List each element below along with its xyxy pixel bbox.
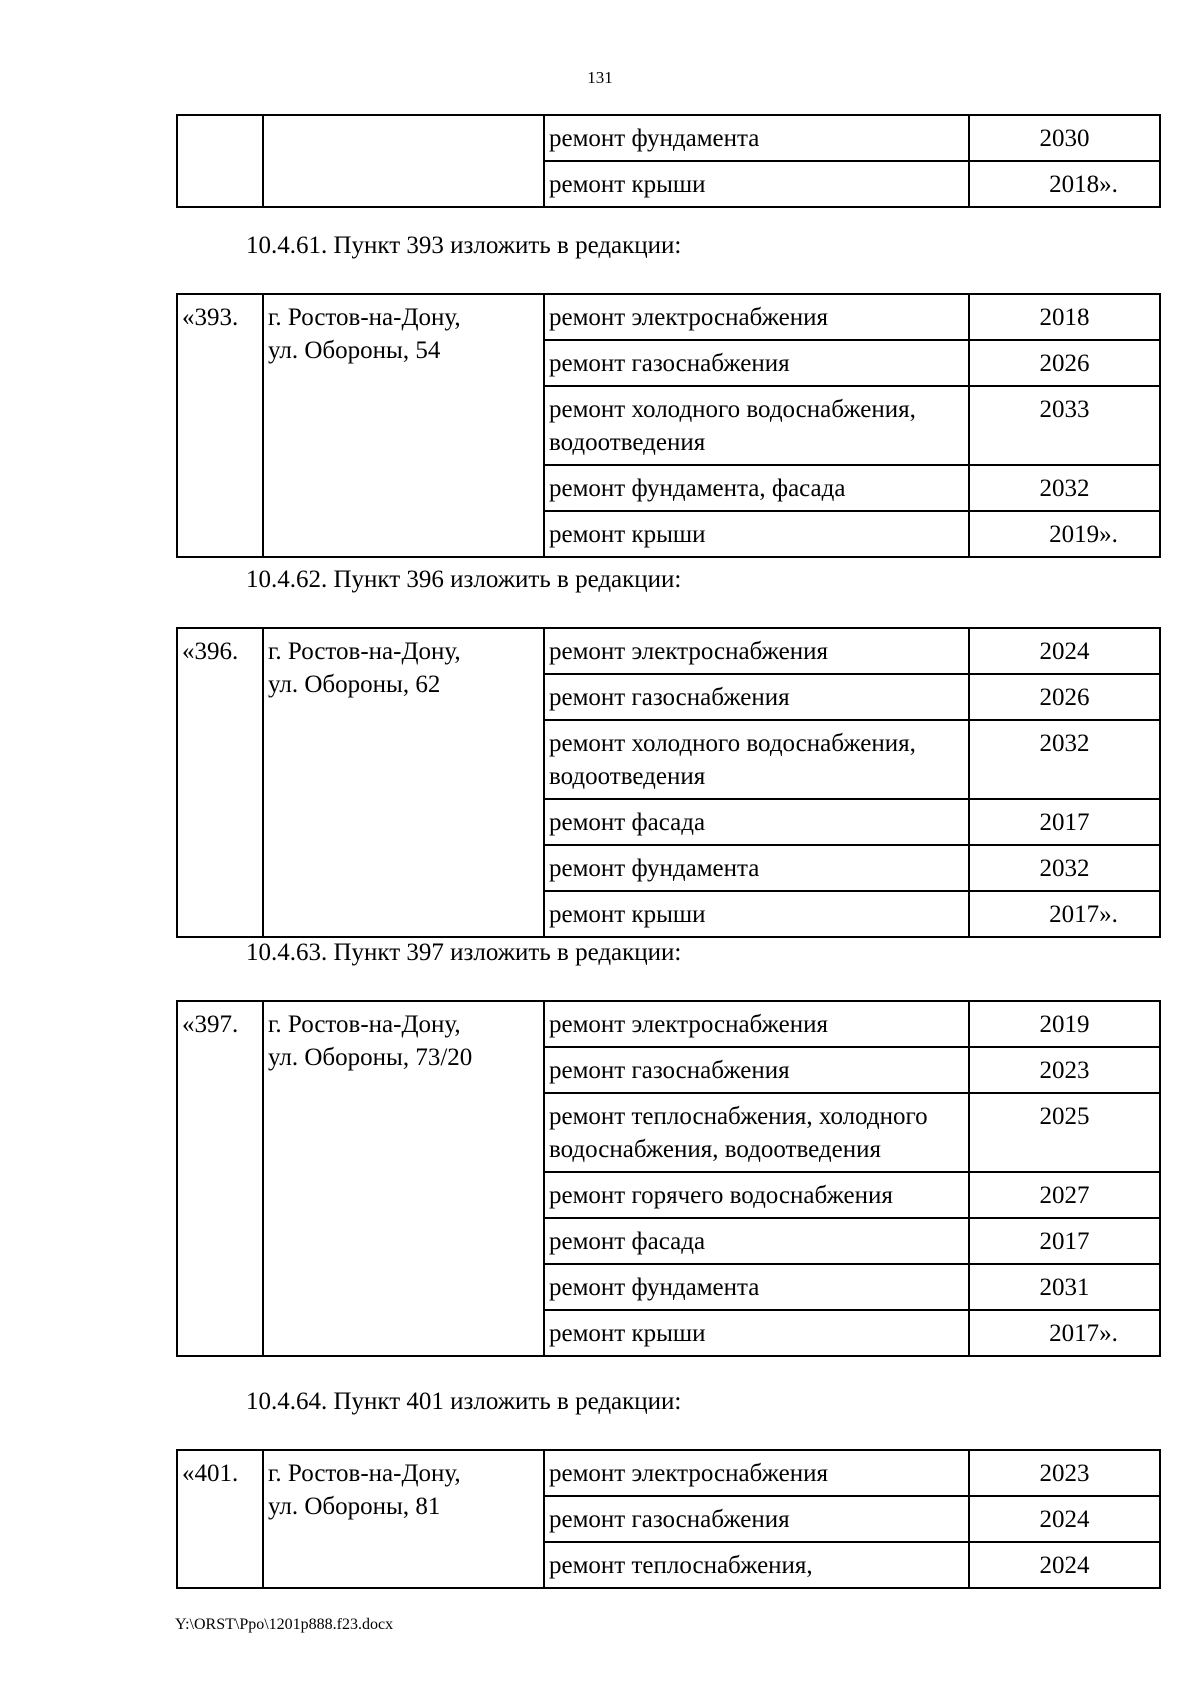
- page-number: 131: [587, 68, 613, 87]
- work-cell: ремонт фундамента: [544, 115, 969, 161]
- work-cell: ремонт электроснабжения: [544, 628, 969, 674]
- address-cell: [263, 1450, 544, 1588]
- work-cell: ремонт газоснабжения: [544, 1496, 969, 1542]
- year-cell: [969, 386, 1160, 465]
- work-cell: ремонт горячего водоснабжения: [544, 1172, 969, 1218]
- section-heading: 10.4.63. Пункт 397 изложить в редакции:: [246, 939, 682, 966]
- number-cell: [177, 115, 263, 207]
- year-value: 2024: [1039, 1506, 1090, 1533]
- year-cell: [969, 465, 1160, 511]
- table-row: [177, 1001, 1160, 1047]
- table-row: [177, 115, 1160, 161]
- section-heading: 10.4.61. Пункт 393 изложить в редакции:: [246, 232, 682, 259]
- year-value: 2023: [1039, 1460, 1090, 1487]
- year-value: 2026: [1039, 684, 1090, 711]
- year-value: 2032: [1039, 730, 1090, 757]
- year-cell: [969, 1218, 1160, 1264]
- section-heading: 10.4.62. Пункт 396 изложить в редакции:: [246, 566, 682, 593]
- year-cell: [969, 1172, 1160, 1218]
- footer-file-path: Y:\ORST\Ppo\1201p888.f23.docx: [175, 1616, 394, 1633]
- work-cell: ремонт крыши: [544, 1310, 969, 1356]
- table-row: [177, 628, 1160, 674]
- work-cell: ремонт газоснабжения: [544, 674, 969, 720]
- work-cell: ремонт фундамента: [544, 845, 969, 891]
- item-number: «396.: [177, 628, 263, 937]
- year-cell: [969, 674, 1160, 720]
- year-cell: [969, 628, 1160, 674]
- year-cell: [969, 1496, 1160, 1542]
- address-city: г. Ростов-на-Дону,: [268, 638, 461, 665]
- year-cell: [969, 1093, 1160, 1172]
- year-value: 2017: [1039, 1228, 1090, 1255]
- address-cell: [263, 1001, 544, 1356]
- work-cell: ремонт теплоснабжения,: [544, 1542, 969, 1588]
- year-cell: [969, 161, 1160, 207]
- year-value: 2019».: [1049, 521, 1118, 548]
- address-cell: [263, 294, 544, 557]
- year-value: 2017».: [1049, 1320, 1118, 1347]
- year-value: 2032: [1039, 855, 1090, 882]
- work-cell: ремонт крыши: [544, 161, 969, 207]
- address-street: ул. Обороны, 54: [268, 337, 441, 364]
- year-value: 2033: [1039, 396, 1090, 423]
- year-value: 2018».: [1049, 171, 1118, 198]
- item-table-401: [176, 1449, 1161, 1589]
- work-cell: ремонт фасада: [544, 1218, 969, 1264]
- year-value: 2030: [1039, 125, 1090, 152]
- item-number: «401.: [177, 1450, 263, 1588]
- address-city: г. Ростов-на-Дону,: [268, 1011, 461, 1038]
- work-cell: ремонт электроснабжения: [544, 1001, 969, 1047]
- address-city: г. Ростов-на-Дону,: [268, 304, 461, 331]
- year-cell: [969, 294, 1160, 340]
- table-row: [177, 1450, 1160, 1496]
- year-cell: [969, 799, 1160, 845]
- year-cell: [969, 845, 1160, 891]
- work-cell: ремонт газоснабжения: [544, 340, 969, 386]
- year-cell: [969, 340, 1160, 386]
- address-street: ул. Обороны, 62: [268, 671, 441, 698]
- work-cell: ремонт крыши: [544, 511, 969, 557]
- address-street: ул. Обороны, 81: [268, 1493, 441, 1520]
- item-number: «393.: [177, 294, 263, 557]
- year-value: 2024: [1039, 1552, 1090, 1579]
- year-value: 2017».: [1049, 901, 1118, 928]
- address-city: г. Ростов-на-Дону,: [268, 1460, 461, 1487]
- year-cell: [969, 1047, 1160, 1093]
- work-cell: ремонт фундамента, фасада: [544, 465, 969, 511]
- year-cell: [969, 1310, 1160, 1356]
- year-value: 2032: [1039, 475, 1090, 502]
- work-cell: ремонт фундамента: [544, 1264, 969, 1310]
- year-cell: [969, 1542, 1160, 1588]
- year-value: 2031: [1039, 1274, 1090, 1301]
- year-cell: [969, 720, 1160, 799]
- year-cell: [969, 115, 1160, 161]
- year-value: 2018: [1039, 304, 1090, 331]
- work-cell: ремонт холодного водоснабжения, водоотведения: [544, 386, 969, 465]
- section-heading: 10.4.64. Пункт 401 изложить в редакции:: [246, 1388, 682, 1415]
- year-value: 2017: [1039, 809, 1090, 836]
- year-cell: [969, 1001, 1160, 1047]
- work-cell: ремонт крыши: [544, 891, 969, 937]
- item-table-393: [176, 293, 1161, 558]
- year-value: 2026: [1039, 350, 1090, 377]
- work-cell: ремонт газоснабжения: [544, 1047, 969, 1093]
- year-value: 2025: [1039, 1103, 1090, 1130]
- item-table-396: [176, 627, 1161, 938]
- work-cell: ремонт электроснабжения: [544, 1450, 969, 1496]
- item-table-397: [176, 1000, 1161, 1357]
- work-cell: ремонт электроснабжения: [544, 294, 969, 340]
- work-cell: ремонт холодного водоснабжения, водоотведения: [544, 720, 969, 799]
- year-value: 2019: [1039, 1011, 1090, 1038]
- address-street: ул. Обороны, 73/20: [268, 1044, 473, 1071]
- year-cell: [969, 1450, 1160, 1496]
- address-cell: [263, 115, 544, 207]
- year-value: 2023: [1039, 1057, 1090, 1084]
- year-cell: [969, 891, 1160, 937]
- year-value: 2027: [1039, 1182, 1090, 1209]
- item-number: «397.: [177, 1001, 263, 1356]
- year-cell: [969, 511, 1160, 557]
- continuation-table: [176, 114, 1161, 208]
- address-cell: [263, 628, 544, 937]
- year-cell: [969, 1264, 1160, 1310]
- work-cell: ремонт теплоснабжения, холодного водоснабжения, водоотведения: [544, 1093, 969, 1172]
- year-value: 2024: [1039, 638, 1090, 665]
- work-cell: ремонт фасада: [544, 799, 969, 845]
- table-row: [177, 294, 1160, 340]
